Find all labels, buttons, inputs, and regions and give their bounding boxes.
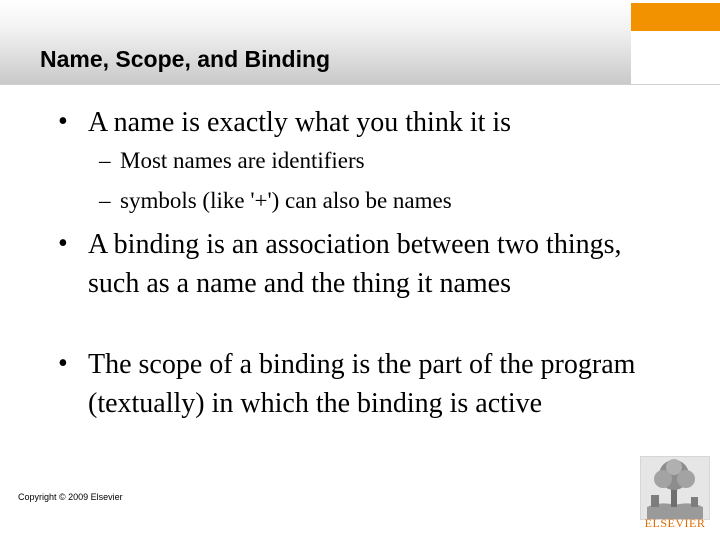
bullet-marker: •: [58, 348, 68, 379]
elsevier-tree-icon: [640, 456, 710, 520]
bullet-1-text: A name is exactly what you think it is: [88, 107, 512, 138]
header-right-strip: [631, 31, 720, 84]
copyright-text: Copyright © 2009 Elsevier: [18, 492, 123, 502]
sub-bullet-2-text: symbols (like '+') can also be names: [120, 188, 452, 213]
sub-bullet-marker: –: [99, 188, 111, 213]
sub-bullet-1-text: Most names are identifiers: [120, 148, 365, 173]
bullet-marker: •: [58, 228, 68, 259]
elsevier-wordmark: ELSEVIER: [644, 516, 706, 530]
bullet-2-text: A binding is an association between two things, such as a name and the thing it names: [88, 229, 622, 299]
slide-title: Name, Scope, and Binding: [40, 46, 331, 72]
header-divider: [0, 84, 720, 85]
sub-bullet-marker: –: [99, 148, 111, 173]
title-bar: [0, 0, 631, 84]
accent-block: [631, 3, 720, 31]
bullet-marker: •: [58, 106, 68, 137]
bullet-3-text: The scope of a binding is the part of the program (textually) in which the binding is active: [88, 349, 636, 419]
